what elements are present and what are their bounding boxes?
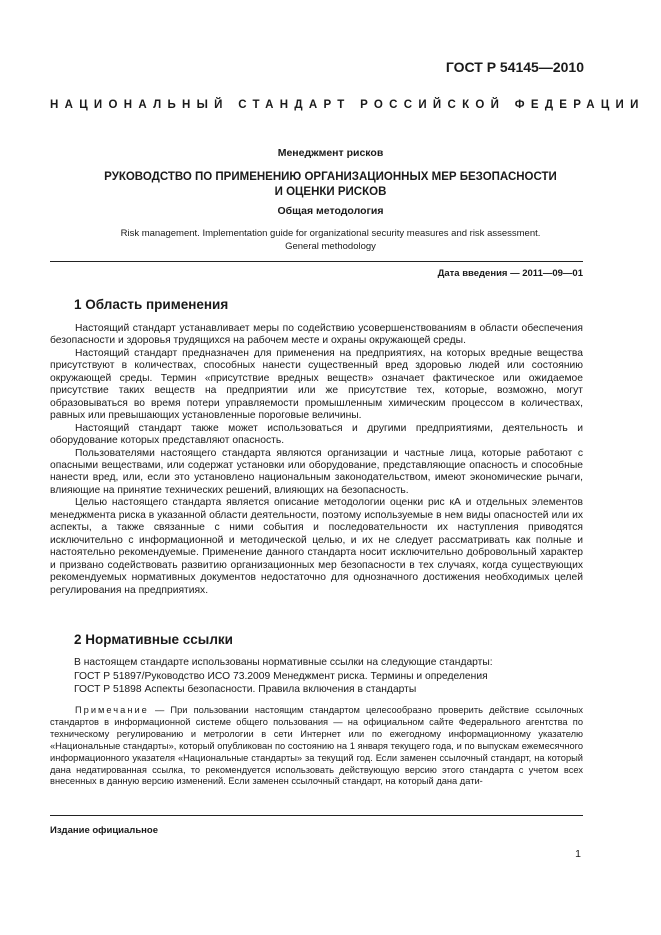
note-label: Примечание: [75, 705, 149, 715]
reference-item: ГОСТ Р 51897/Руководство ИСО 73.2009 Менеджмент риска. Термины и определения: [74, 670, 488, 682]
document-title: [60, 170, 601, 200]
reference-item: ГОСТ Р 51898 Аспекты безопасности. Правила включения в стандарты: [74, 684, 417, 695]
english-title-line: Risk management. Implementation guide for organizational security measures and risk assessment.: [120, 228, 541, 239]
paragraph: Целью настоящего стандарта является описание методологии оценки рис кА и отдельных элементов менеджмента риска в указанной области деятельности, поэтому используемые в нем виды опасностей или их аспекты, а также связанные с ними события и последовательности их наступления приводятся исключительно с информационной и методической целью, и их не следует рассматривать как полные и настоятельно рекомендуемые. Применение данного стандарта носит исключительно добровольный характер и призвано содействовать развитию организационных мер безопасности в тех случаях, когда существующих рекомендуемых нормативных документов недостаточно для однозначного достижения необходимых целей регулирования на предприятиях.: [50, 497, 583, 596]
section-1-heading: 1 Область применения: [74, 297, 229, 312]
paragraph: Настоящий стандарт устанавливает меры по содействию усовершенствованиям в области обеспечения безопасности и здоровья трудящихся на рабочем месте и охраны окружающей среды.: [50, 323, 583, 347]
paragraph: Пользователями настоящего стандарта являются организации и частные лица, которые работают с опасными веществами, или содержат установки или оборудование, представляющие опасность и способные нанести вред, или, если это установлено национальным законодательством, имеют экономические рычаги, влияющие на принятие технических решений, влияющих на безопасность.: [50, 447, 583, 496]
document-subtitle: Общая методология: [277, 205, 384, 217]
header-divider: [50, 261, 583, 262]
references-note: [50, 705, 583, 788]
title-line: И ОЦЕНКИ РИСКОВ: [274, 186, 387, 198]
document-code: ГОСТ Р 54145—2010: [445, 59, 584, 75]
national-standard-banner: НАЦИОНАЛЬНЫЙ СТАНДАРТ РОССИЙСКОЙ ФЕДЕРАЦИИ: [50, 99, 645, 111]
introduction-date: Дата введения — 2011—09—01: [437, 268, 583, 279]
paragraph: Настоящий стандарт также может использоваться и другими предприятиями, деятельность и оборудование которых представляют опасность.: [50, 422, 583, 447]
title-line: РУКОВОДСТВО ПО ПРИМЕНЕНИЮ ОРГАНИЗАЦИОННЫХ МЕР БЕЗОПАСНОСТИ: [104, 171, 557, 183]
series-title: Менеджмент рисков: [277, 147, 384, 159]
english-title: [60, 228, 601, 253]
official-edition: Издание официальное: [50, 825, 158, 836]
footer-divider: [50, 815, 583, 816]
paragraph: Настоящий стандарт предназначен для применения на предприятиях, на которых вредные вещества присутствуют в количествах, способных нанести существенный вред здоровью людей или состоянию окружающей среды. Термин «присутствие вредных веществ» означает фактическое или ожидаемое присутствие таких веществ на предприятии или же присутствие тех, которые, возможно, могут образовываться во время потери управляемости промышленным химическим процессом в количествах, равных или превышающих установленные пороговые величины.: [50, 347, 583, 422]
normative-references: [74, 656, 584, 697]
note-text: — При пользовании настоящим стандартом целесообразно проверить действие ссылочных стандартов в информационной системе общего пользования — на официальном сайте Федерального агентства по техническому регулированию и метрологии в сети Интернет или по ежегодному информационному указателю «Национальные стандарты», который опубликован по состоянию на 1 января текущего года, и по выпускам ежемесячного информационного указателя «Национальные стандарты» за текущий год. Если заменен ссылочный стандарт, на который дана недатированная ссылка, то рекомендуется использовать действующую версию этого стандарта с учетом всех внесенных в данную версию изменений. Если заменен ссылочный стандарт, на который дана дати-: [50, 705, 583, 787]
section-2-heading: 2 Нормативные ссылки: [74, 632, 233, 647]
english-title-line: General methodology: [285, 240, 376, 252]
section-1-body: [50, 323, 583, 597]
references-intro: В настоящем стандарте использованы нормативные ссылки на следующие стандарты:: [74, 657, 493, 668]
page-number: 1: [575, 848, 581, 860]
